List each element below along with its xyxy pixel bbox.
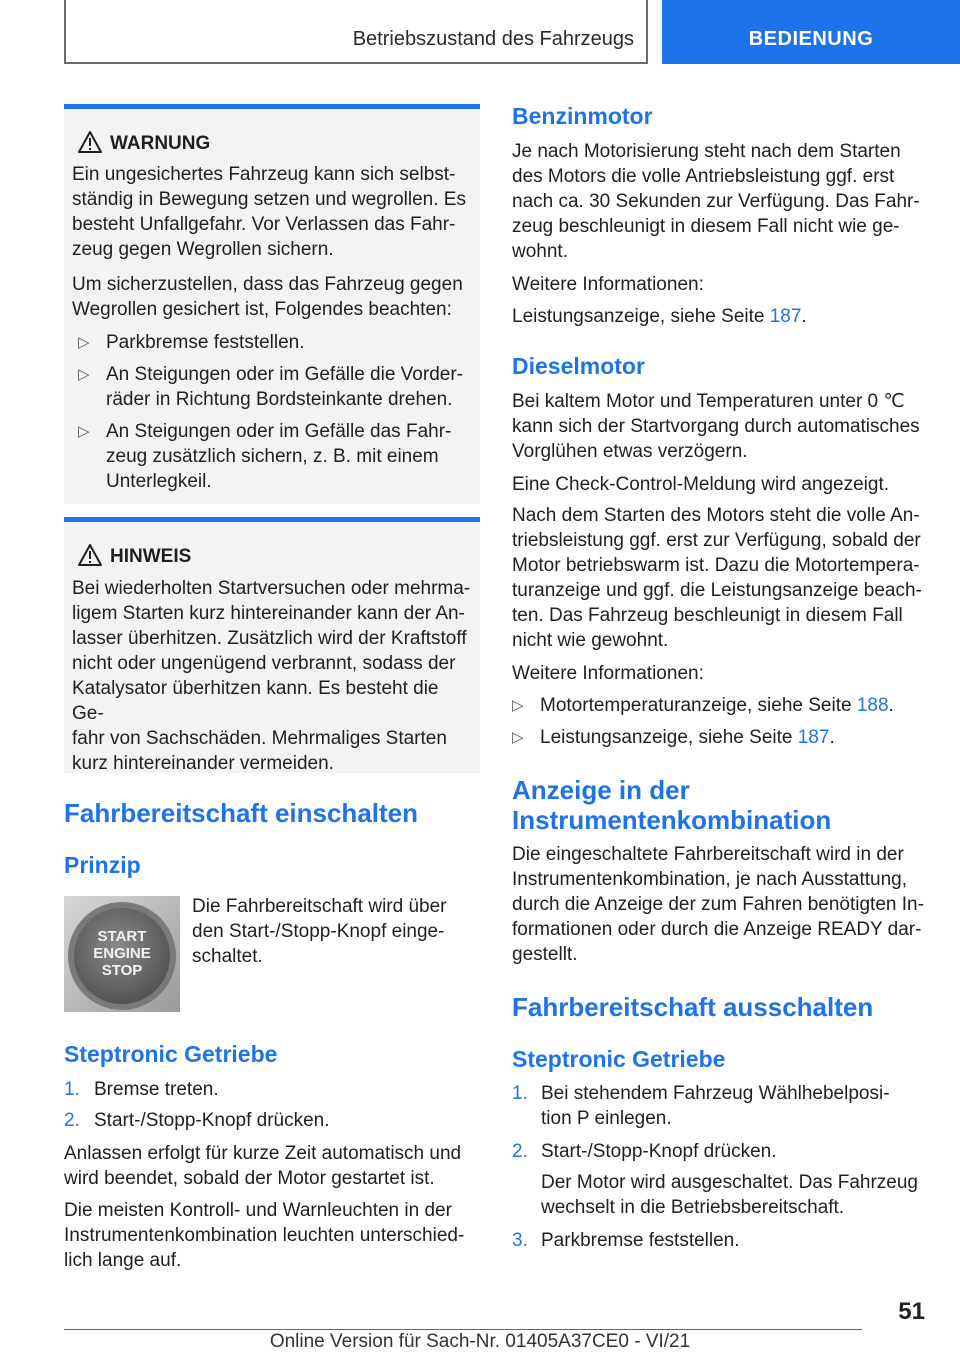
display-text: Die eingeschaltete Fahrbereitschaft wird in der Instrumentenkombination, je nach Ausstattung, durch die Anzeige der zum Fahren benötigten In- formationen oder durch die Anzeige READY dar- gestellt. <box>512 844 924 965</box>
petrol-more-info: Weitere Informationen: <box>512 274 704 295</box>
hint-label: HINWEIS <box>110 546 192 567</box>
list-item: ▷ An Steigungen oder im Gefälle die Vorder- räder in Richtung Bordsteinkante drehen. <box>78 364 463 410</box>
diesel-title: Dieselmotor <box>512 353 645 379</box>
list-item: 3. Parkbremse feststellen. <box>512 1230 740 1251</box>
steptronic-on-title: Steptronic Getriebe <box>64 1041 278 1067</box>
page-link-188[interactable]: 188 <box>856 695 889 716</box>
list-item: 1. Bremse treten. <box>64 1079 219 1100</box>
warning-label: WARNUNG <box>110 133 211 154</box>
list-item: ▷ Parkbremse feststellen. <box>78 332 305 353</box>
list-item: ▷ Motortemperaturanzeige, siehe Seite 188. <box>512 695 894 716</box>
warning-text: Ein ungesichertes Fahrzeug kann sich selbst- ständig in Bewegung setzen und wegrollen. Es besteht Unfallgefahr. Vor Verlassen das Fahr- zeug gegen Wegrollen sichern. <box>72 164 466 260</box>
page-number: 51 <box>898 1298 925 1325</box>
warning-bar <box>64 104 480 109</box>
section-title-off: Fahrbereitschaft ausschalten <box>512 992 874 1022</box>
footer-rule <box>64 1329 862 1330</box>
hint-box <box>64 517 480 773</box>
steptronic-on-text-1: Anlassen erfolgt für kurze Zeit automatisch und wird beendet, sobald der Motor gestartet ist. <box>64 1143 462 1189</box>
list-item: 1. Bei stehendem Fahrzeug Wählhebelposi- tion P einlegen. <box>512 1083 890 1129</box>
warning-triangle-icon <box>77 130 103 154</box>
diesel-text-3: Nach dem Starten des Motors steht die volle An- triebsleistung ggf. erst zur Verfügung, sobald der Motor betriebswarm ist. Dazu die Motortempera- turanzeige und ggf. die Leistungsanzeige beach- ten. Das Fahrzeug beschleunigt in diesem Fall nicht wie gewohnt. <box>512 505 922 651</box>
button-text: START ENGINE STOP <box>93 928 151 979</box>
page-link-187[interactable]: 187 <box>769 306 802 327</box>
hint-bar <box>64 517 480 522</box>
section-title-on: Fahrbereitschaft einschalten <box>64 798 418 828</box>
header-bottom-rule <box>64 62 648 64</box>
list-item: 2. Start-/Stopp-Knopf drücken. <box>64 1110 330 1131</box>
page-link-187[interactable]: 187 <box>797 727 830 748</box>
principle-title: Prinzip <box>64 852 141 878</box>
petrol-text: Je nach Motorisierung steht nach dem Starten des Motors die volle Antriebsleistung ggf. erst nach ca. 30 Sekunden zur Verfügung. Das Fahr- zeug beschleunigt in diesem Fall nicht wie ge- wohnt. <box>512 141 920 262</box>
list-item: ▷ An Steigungen oder im Gefälle das Fahr- zeug zusätzlich sichern, z. B. mit einem Unterlegkeil. <box>78 421 452 492</box>
triangle-bullet-icon: ▷ <box>78 423 90 440</box>
hint-text: Bei wiederholten Startversuchen oder mehrma- ligem Starten kurz hintereinander kann der An- lasser überhitzen. Zusätzlich wird der Kraftstoff nicht oder ungenügend verbrannt, sodass der Katalysator überhitzen kann. Es besteht die Ge- fahr von Sachschäden. Mehrmaliges Starten kurz hintereinander vermeiden. <box>72 578 471 774</box>
header-left-rule <box>64 0 66 64</box>
diesel-text-2: Eine Check-Control-Meldung wird angezeigt. <box>512 474 890 495</box>
steptronic-off-title: Steptronic Getriebe <box>512 1046 726 1072</box>
triangle-bullet-icon: ▷ <box>512 697 524 714</box>
header-section-tab[interactable] <box>662 0 960 64</box>
header-tab-label: BEDIENUNG <box>748 28 874 50</box>
steptronic-on-text-2: Die meisten Kontroll- und Warnleuchten in der Instrumentenkombination leuchten unterschied- lich lange auf. <box>64 1200 465 1271</box>
principle-text: Die Fahrbereitschaft wird über den Start-/Stopp-Knopf einge- schaltet. <box>192 896 447 967</box>
list-item: ▷ Leistungsanzeige, siehe Seite 187. <box>512 727 835 748</box>
start-stop-button-image <box>64 896 180 1012</box>
steptronic-on-steps <box>64 1077 480 1133</box>
petrol-reference: Leistungsanzeige, siehe Seite 187. <box>512 306 807 327</box>
header-divider <box>646 0 648 64</box>
list-item: 2. Start-/Stopp-Knopf drücken. Der Motor wird ausgeschaltet. Das Fahrzeug wechselt in die Betriebsbereitschaft. <box>512 1141 918 1218</box>
diesel-text-1: Bei kaltem Motor und Temperaturen unter 0 ℃ kann sich der Startvorgang durch automatisches Vorglühen etwas verzögern. <box>512 391 920 462</box>
warning-box <box>64 104 480 504</box>
footer-text: Online Version für Sach-Nr. 01405A37CE0 - VI/21 <box>269 1331 691 1352</box>
triangle-bullet-icon: ▷ <box>78 366 90 383</box>
diesel-more-info: Weitere Informationen: <box>512 663 704 684</box>
display-title: Anzeige in der Instrumentenkombination <box>512 775 832 835</box>
warning-text-2: Um sicherzustellen, dass das Fahrzeug gegen Wegrollen gesichert ist, Folgendes beachten: <box>72 274 463 320</box>
warning-triangle-icon <box>77 543 103 567</box>
petrol-title: Benzinmotor <box>512 103 653 129</box>
triangle-bullet-icon: ▷ <box>78 334 90 351</box>
header-title: Betriebszustand des Fahrzeugs <box>352 28 634 50</box>
triangle-bullet-icon: ▷ <box>512 729 524 746</box>
